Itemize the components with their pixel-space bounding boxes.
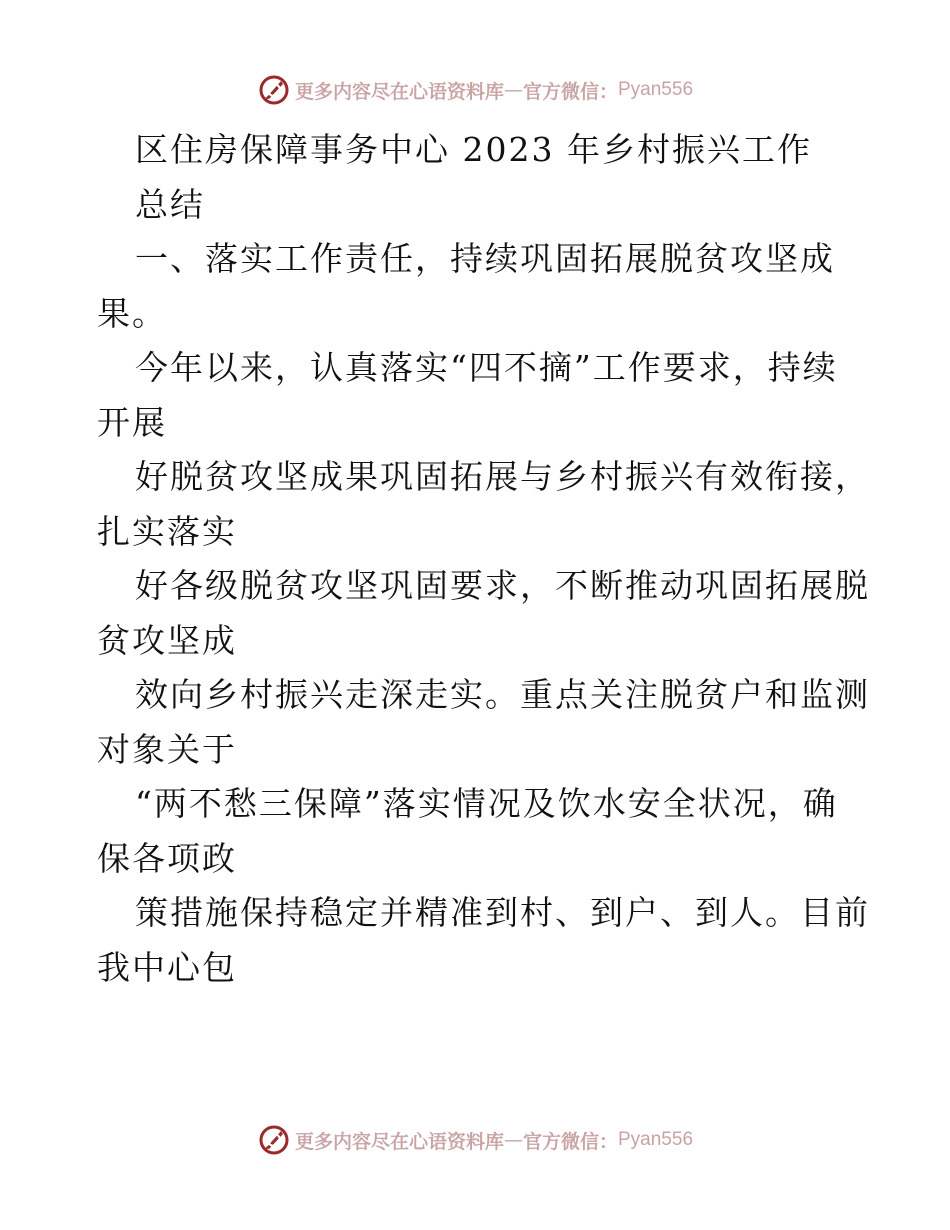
- watermark-footer: [0, 1120, 950, 1160]
- watermark-separator: —: [503, 79, 523, 101]
- text-line: 扎实落实: [97, 511, 237, 551]
- text-line: 好各级脱贫攻坚巩固要求，不断推动巩固拓展脱: [135, 566, 870, 605]
- text-line: 开展: [97, 402, 167, 442]
- feather-pen-logo-icon: [257, 1123, 291, 1157]
- text-line: 今年以来，认真落实“四不摘”工作要求，持续: [135, 348, 838, 387]
- text-line: 我中心包: [97, 947, 237, 987]
- document-title-line-2: 总结: [135, 184, 205, 224]
- watermark-wechat-id: Pyan556: [618, 79, 694, 100]
- text-line: 保各项政: [97, 838, 237, 878]
- text-line: 效向乡村振兴走深走实。重点关注脱贫户和监测: [135, 675, 870, 714]
- watermark-wechat-label: 官方微信：: [522, 80, 618, 103]
- feather-pen-logo-icon: [257, 73, 291, 107]
- watermark-header: [0, 70, 950, 110]
- document-title-line-1: 区住房保障事务中心 2023 年乡村振兴工作: [135, 130, 812, 169]
- watermark-brand: 更多内容尽在心语资料库: [294, 1130, 504, 1153]
- document-body: [97, 123, 870, 995]
- text-line: 策措施保持稳定并精准到村、到户、到人。目前: [135, 893, 870, 932]
- section-heading-line: 一、落实工作责任，持续巩固拓展脱贫攻坚成: [135, 239, 835, 278]
- text-line: 好脱贫攻坚成果巩固拓展与乡村振兴有效衔接，: [135, 457, 870, 496]
- watermark-wechat-id: Pyan556: [618, 1129, 694, 1150]
- text-line: 果。: [97, 293, 167, 333]
- watermark-brand: 更多内容尽在心语资料库: [294, 80, 504, 103]
- text-line: 贫攻坚成: [97, 620, 237, 660]
- text-line: 对象关于: [97, 729, 237, 769]
- text-line: “两不愁三保障”落实情况及饮水安全状况，确: [135, 784, 838, 823]
- watermark-separator: —: [503, 1129, 523, 1151]
- watermark-wechat-label: 官方微信：: [522, 1130, 618, 1153]
